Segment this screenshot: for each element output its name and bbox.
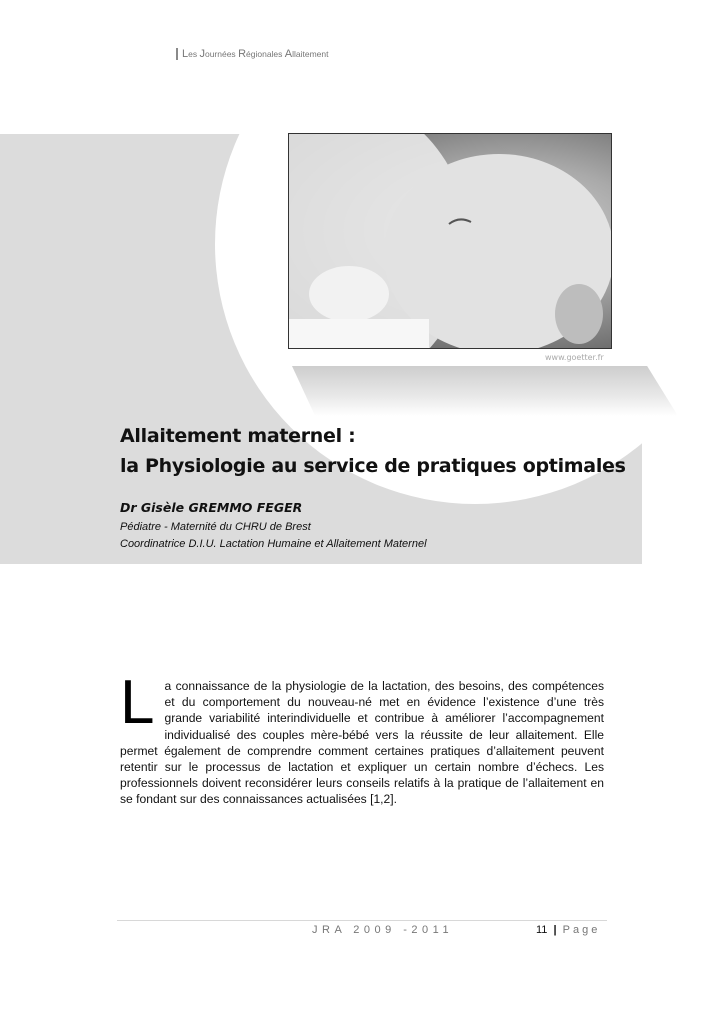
title-line-1: Allaitement maternel : (120, 425, 356, 447)
page-number: 11 (536, 924, 548, 936)
header-initial: A (284, 48, 293, 60)
footer-page (536, 924, 600, 936)
article-title (120, 421, 626, 481)
footer-divider (117, 920, 607, 921)
footer-separator: | (553, 924, 557, 936)
drop-cap: L (120, 668, 155, 737)
header-word: llaitement (292, 49, 329, 59)
title-line-2: la Physiologie au service de pratiques optimales (120, 455, 626, 477)
footer-journal: JRA 2009 -2011 (312, 924, 454, 936)
header-initial: R (238, 48, 247, 60)
header-initial: J (199, 48, 205, 60)
intro-paragraph-text: a connaissance de la physiologie de la lactation, des besoins, des compétences et du comportement du nouveau-né met en évidence l’existence d’une très grande variabilité interindividuelle et contribue à améliorer l’accompagnement individualisé des couples mère-bébé vers la réussite de leur allaitement. Elle permet également de comprendre comment certaines pratiques d’allaitement peuvent retentir sur le processus de lactation et expliquer un certain nombre d’échecs. Les professionnels doivent reconsidérer leurs conseils relatifs à la pratique de l’allaitement en se fondant sur des connaissances actualisées [1,2]. (120, 679, 604, 807)
breastfeeding-photo-illustration (289, 134, 611, 348)
running-header (176, 48, 329, 60)
author-name: Dr Gisèle GREMMO FEGER (120, 500, 303, 515)
header-initial: L (182, 48, 189, 60)
header-word: ournées (204, 49, 239, 59)
author-role-2: Coordinatrice D.I.U. Lactation Humaine et Allaitement Maternel (120, 538, 427, 550)
photo-credit: www.goetter.fr (545, 353, 604, 362)
header-word: égionales (246, 49, 285, 59)
photo-reflection (292, 366, 678, 416)
breastfeeding-photo (288, 133, 612, 349)
intro-paragraph (120, 668, 604, 808)
page-label: Page (562, 924, 601, 936)
author-role-1: Pédiatre - Maternité du CHRU de Brest (120, 521, 311, 533)
header-word: es (188, 49, 200, 59)
